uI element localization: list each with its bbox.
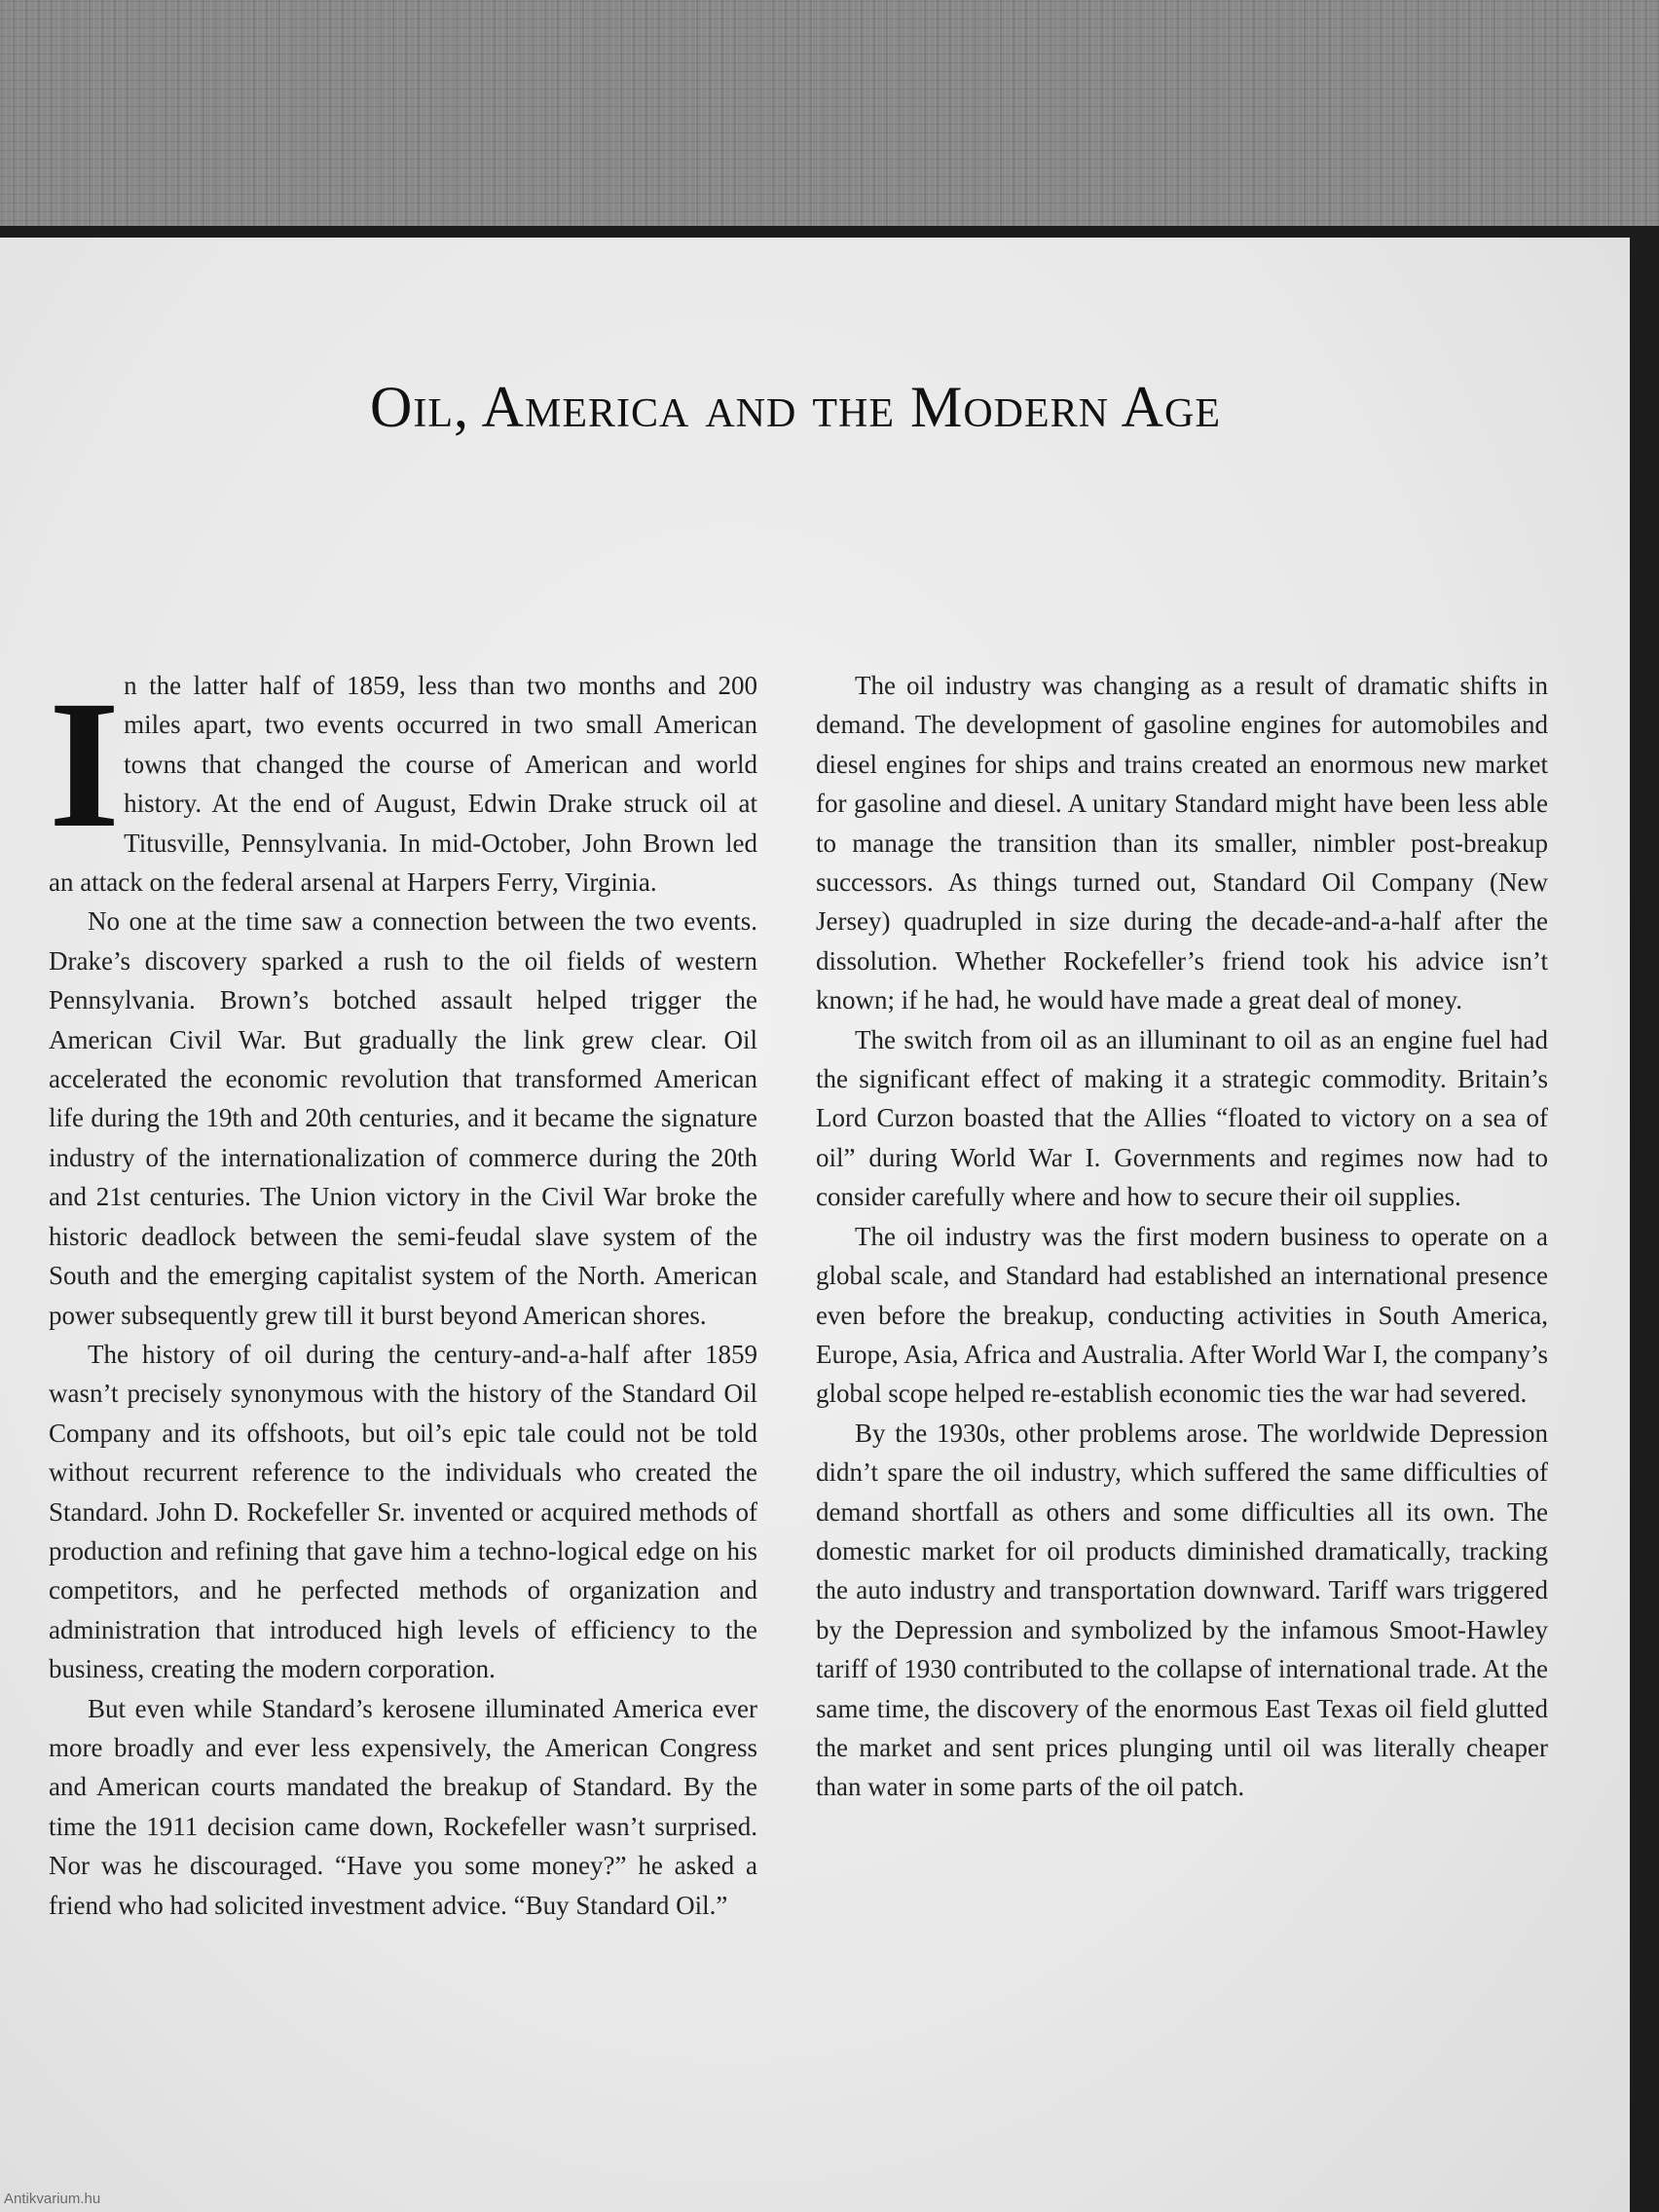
paragraph: The oil industry was the first modern business to operate on a global scale, and Standard had established an international presence even before the breakup, conducting activities in South America, Europe, Asia, Africa and Australia. After World War I, the company’s global scope helped re-establish economic ties the war had severed. [816,1221,1548,1409]
paragraph: No one at the time saw a connection between the two events. Drake’s discovery sparked a rush to the oil fields of western Pennsylvania. Brown’s botched assault helped trigger the American Civil War. But gradually the link grew clear. Oil accelerated the economic revolution that transformed American life during the 19th and 20th centuries, and it became the signature industry of the internationalization of commerce during the 20th and 21st centuries. The Union victory in the Civil War broke the historic deadlock between the semi-feudal slave system of the South and the emerging capitalist system of the North. American power subsequently grew till it burst beyond American shores. [49,906,757,1330]
drop-cap: I [49,662,121,866]
paragraph: The history of oil during the century-and-a-half after 1859 wasn’t precisely synonymous with the history of the Standard Oil Company and its offshoots, but oil’s epic tale could not be told without recurrent reference to the individuals who created the Standard. John D. Rockefeller Sr. invented or acquired methods of production and refining that gave him a techno-logical edge on his competitors, and he perfected methods of organization and administration that introduced high levels of efficiency to the business, creating the modern corporation. [49,1339,757,1684]
background-fabric [0,0,1659,239]
paragraph-text: n the latter half of 1859, less than two months and 200 miles apart, two events occurred in two small American towns that changed the course of American and world history. At the end of August, Edwin Drake struck oil at Titusville, Pennsylvania. In mid-October, John Brown led an attack on the federal arsenal at Harpers Ferry, Virginia. [49,671,757,898]
watermark: Antikvarium.hu [4,2191,101,2207]
book-page [0,238,1630,2212]
right-column [816,666,1548,1807]
paragraph: The oil industry was changing as a result of dramatic shifts in demand. The development of gasoline engines for automobiles and diesel engines for ships and trains created an enormous new market for gasoline and diesel. A unitary Standard might have been less able to manage the transition than its smaller, nimbler post-breakup successors. As things turned out, Standard Oil Company (New Jersey) quadrupled in size during the decade-and-a-half after the dissolution. Whether Rockefeller’s friend took his advice isn’t known; if he had, he would have made a great deal of money. [816,671,1548,1015]
left-column [49,662,757,1925]
page-title: Oil, America and the Modern Age [370,375,1221,439]
paragraph: But even while Standard’s kerosene illuminated America ever more broadly and ever less expensively, the American Congress and American courts mandated the breakup of Standard. By the time the 1911 decision came down, Rockefeller wasn’t surprised. Nor was he discouraged. “Have you some money?” he asked a friend who had solicited investment advice. “Buy Standard Oil.” [49,1693,757,1920]
paragraph: By the 1930s, other problems arose. The worldwide Depression didn’t spare the oil industry, which suffered the same difficulties of demand shortfall as others and some difficulties all its own. The domestic market for oil products diminished dramatically, tracking the auto industry and transportation downward. Tariff wars triggered by the Depression and symbolized by the infamous Smoot-Hawley tariff of 1930 contributed to the collapse of international trade. At the same time, the discovery of the enormous East Texas oil field glutted the market and sent prices plunging until oil was literally cheaper than water in some parts of the oil patch. [816,1418,1548,1802]
paragraph: The switch from oil as an illuminant to oil as an engine fuel had the significant effect of making it a strategic commodity. Britain’s Lord Curzon boasted that the Allies “floated to victory on a sea of oil” during World War I. Governments and regimes now had to consider carefully where and how to secure their oil supplies. [816,1024,1548,1212]
paragraph [49,662,757,902]
